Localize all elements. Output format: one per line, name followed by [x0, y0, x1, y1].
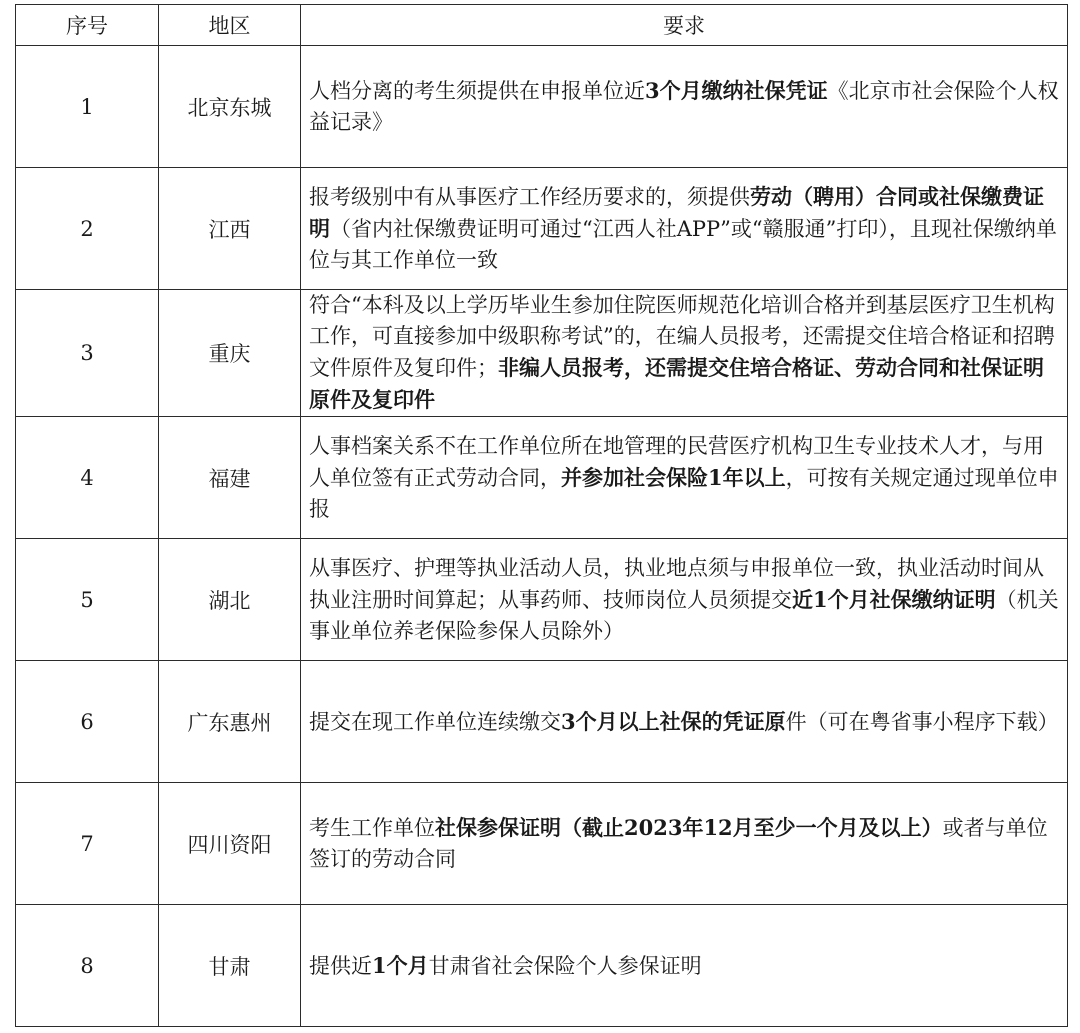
- row-requirement: [301, 46, 1068, 168]
- row-index: 6: [16, 661, 159, 783]
- row-region: 福建: [159, 417, 301, 539]
- requirement-text: 从事医疗、护理等执业活动人员，执业地点须与申报单位一致，执业活动时间从执业注册时间算起；从事药师、技师岗位人员须提交: [309, 555, 1044, 612]
- row-index: 5: [16, 539, 159, 661]
- row-region: 甘肃: [159, 905, 301, 1027]
- table-row: [16, 168, 1068, 290]
- requirement-emphasis: 3个月缴纳社保凭证: [645, 78, 828, 103]
- row-requirement: [301, 168, 1068, 290]
- row-region: 广东惠州: [159, 661, 301, 783]
- requirement-text: 甘肃省社会保险个人参保证明: [428, 953, 702, 978]
- requirement-text: 人档分离的考生须提供在申报单位近: [309, 79, 645, 103]
- row-index: 1: [16, 46, 159, 168]
- header-row: [16, 5, 1068, 46]
- requirement-emphasis: 社保参保证明（截止2023年12月至少一个月及以上）: [435, 815, 943, 840]
- table-row: [16, 905, 1068, 1027]
- row-index: 7: [16, 783, 159, 905]
- requirement-text: 人事档案关系不在工作单位所在地管理的民营医疗机构卫生专业技术人才，与用人单位签有正式劳动合同，: [309, 433, 1044, 490]
- requirement-emphasis: 近1个月社保缴纳证明: [792, 586, 996, 612]
- row-requirement: [301, 905, 1068, 1027]
- requirement-text: 提供近: [309, 953, 372, 978]
- row-index: 4: [16, 417, 159, 539]
- requirement-emphasis: 非编人员报考，还需提交住培合格证、劳动合同和社保证明原件及复印件: [309, 355, 1044, 412]
- table-row: [16, 661, 1068, 783]
- requirement-text: ，可按有关规定通过现单位申报: [309, 465, 1059, 521]
- table-row: [16, 290, 1068, 417]
- row-requirement: [301, 661, 1068, 783]
- requirement-emphasis: 3个月以上社保的凭证原: [561, 708, 786, 734]
- header-requirement: 要求: [301, 5, 1068, 46]
- table-row: [16, 46, 1068, 168]
- requirements-table: [15, 4, 1068, 1027]
- table-row: [16, 417, 1068, 539]
- requirement-text: 符合“本科及以上学历毕业生参加住院医师规范化培训合格并到基层医疗卫生机构工作，可直接参加中级职称考试”的，在编人员报考，还需提交住培合格证和招聘文件原件及复印件；: [309, 293, 1055, 380]
- requirement-text: 报考级别中有从事医疗工作经历要求的，须提供: [309, 185, 750, 209]
- row-index: 2: [16, 168, 159, 290]
- requirement-text: 提交在现工作单位连续缴交: [309, 709, 561, 734]
- row-region: 北京东城: [159, 46, 301, 168]
- row-index: 8: [16, 905, 159, 1027]
- row-requirement: [301, 290, 1068, 417]
- row-requirement: [301, 783, 1068, 905]
- requirement-emphasis: 并参加社会保险1年以上: [561, 464, 786, 490]
- requirement-emphasis: 劳动（聘用）合同或社保缴费证明: [309, 184, 1044, 241]
- requirement-text: 或者与单位签订的劳动合同: [309, 816, 1048, 871]
- row-requirement: [301, 417, 1068, 539]
- header-index: 序号: [16, 5, 159, 46]
- row-index: 3: [16, 290, 159, 417]
- table-row: [16, 539, 1068, 661]
- row-region: 湖北: [159, 539, 301, 661]
- table-row: [16, 783, 1068, 905]
- row-region: 四川资阳: [159, 783, 301, 905]
- requirement-text: 件（可在粤省事小程序下载）: [785, 709, 1059, 734]
- header-region: 地区: [159, 5, 301, 46]
- requirement-text: 考生工作单位: [309, 816, 435, 840]
- row-requirement: [301, 539, 1068, 661]
- table-body: [16, 46, 1068, 1027]
- requirement-text: 《北京市社会保险个人权益记录》: [309, 79, 1059, 134]
- row-region: 江西: [159, 168, 301, 290]
- requirement-emphasis: 1个月: [372, 952, 429, 978]
- requirement-text: （省内社保缴费证明可通过“江西人社APP”或“赣服通”打印），且现社保缴纳单位与其工作单位一致: [309, 217, 1057, 272]
- row-region: 重庆: [159, 290, 301, 417]
- requirement-text: （机关事业单位养老保险参保人员除外）: [309, 587, 1059, 643]
